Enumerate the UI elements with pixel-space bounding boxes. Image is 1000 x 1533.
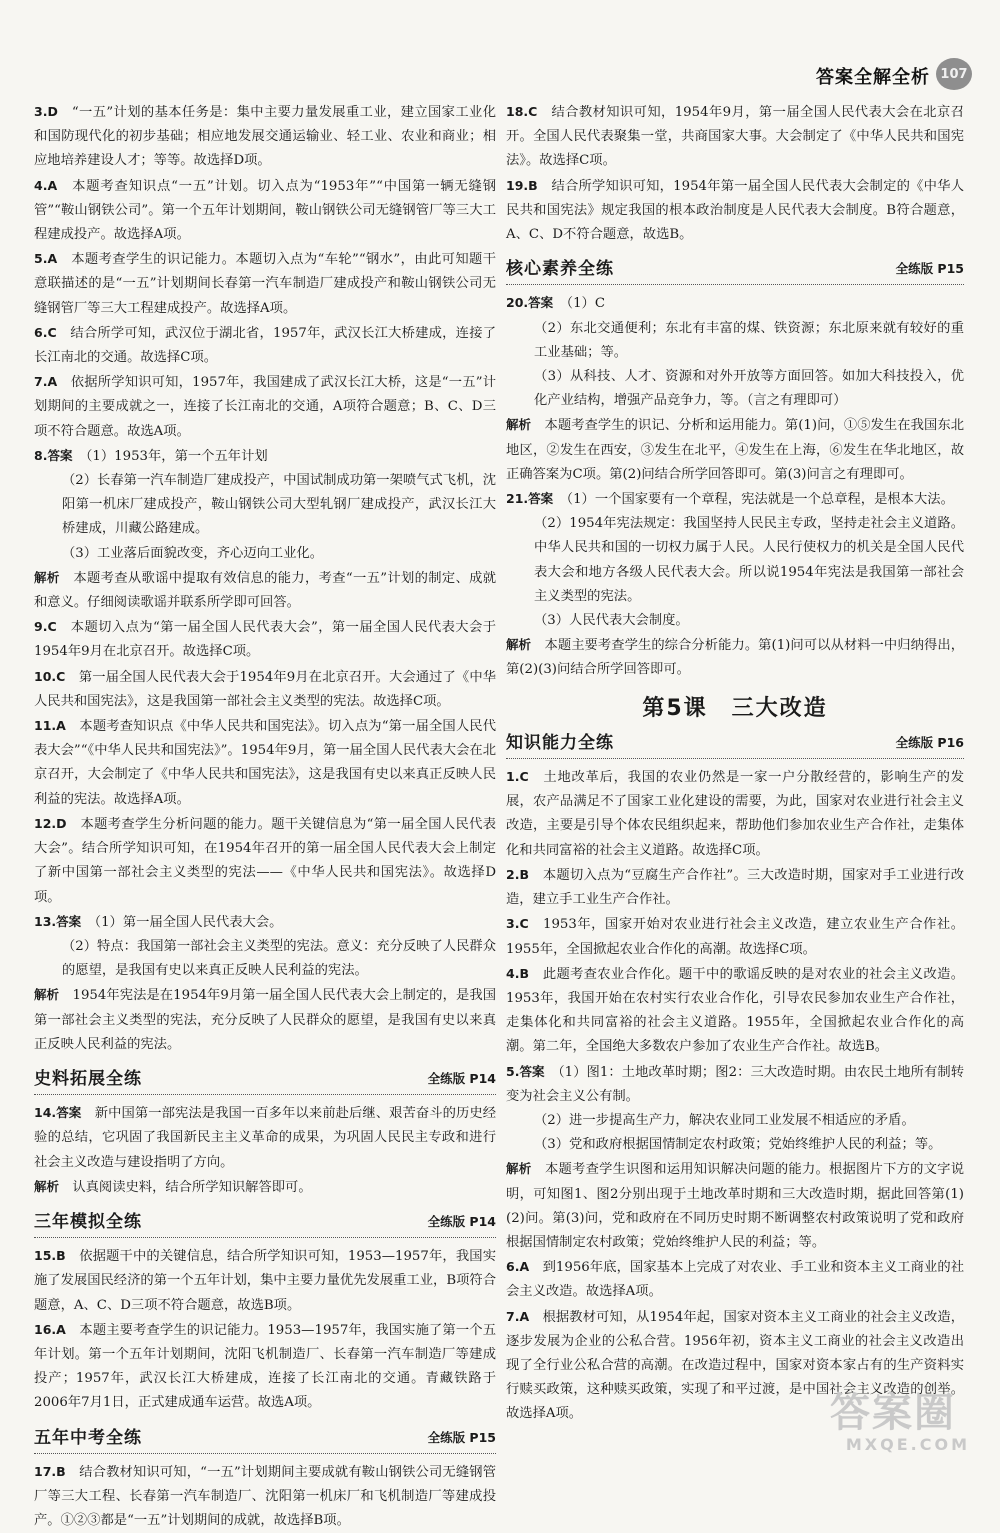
- answer-item: 10.C 第一届全国人民代表大会于1954年9月在北京召开。大会通过了《中华人民共和国宪法》，这是我国第一部社会主义类型的宪法。故选择C项。: [34, 668, 496, 709]
- answer-item: 1.C 土地改革后，我国的农业仍然是一家一户分散经营的，影响生产的发展，农产品满足不了国家工业化建设的需要，为此，国家对农业进行社会主义改造，主要是引导个体农民组织起来，帮助他们参加农业生产合作社，走集体化和共同富裕的社会主义道路。故选择C项。: [506, 769, 965, 858]
- answer-item: 14.答案 新中国第一部宪法是我国一百多年以来前赴后继、艰苦奋斗的历史经验的总结，它巩固了我国新民主主义革命的成果，为巩固人民民主专政和进行社会主义改造与建设指明了方向。: [34, 1105, 497, 1170]
- answer-item: 6.A 到1956年底，国家基本上完成了对农业、手工业和资本主义工商业的社会主义改造。故选择A项。: [506, 1259, 964, 1300]
- section-heading: 知识能力全练 全练版 P16: [506, 731, 964, 759]
- answer-sub: （2）东北交通便利；东北有丰富的煤、铁资源；东北原来就有较好的重工业基础；等。: [534, 320, 964, 360]
- answer-item: 3.C 1953年，国家开始对农业进行社会主义改造，建立农业生产合作社。1955年，全国掀起农业合作化的高潮。故选择C项。: [506, 916, 964, 957]
- answer-item: 8.答案 （1）1953年，第一个五年计划: [34, 447, 268, 464]
- lesson-title: 第5课 三大改造: [642, 695, 828, 721]
- page-number-badge: 107: [936, 58, 972, 90]
- analysis: 解析 本题主要考查学生的综合分析能力。第(1)问可以从材料一中归纳得出，第(2)(3)问结合所学回答即可。: [506, 637, 964, 678]
- header-title: 答案全解全析: [816, 67, 930, 88]
- answer-item: 5.答案 （1）图1：土地改革时期；图2：三大改造时期。由农民土地所有制转变为社会主义公有制。: [506, 1063, 965, 1104]
- answer-item: 5.A 本题考查学生的识记能力。本题切入点为“车轮”“钢水”，由此可知题干意联描述的是“一五”计划期间长春第一汽车制造厂建成投产和鞍山钢铁公司无缝钢管厂等三大工程建成投产。故选择A项。: [34, 251, 496, 316]
- answer-sub: （2）特点：我国第一部社会主义类型的宪法。意义：充分反映了人民群众的愿望，是我国有史以来真正反映人民利益的宪法。: [62, 938, 496, 979]
- analysis: 解析 本题考查从歌谣中提取有效信息的能力，考查“一五”计划的制定、成就和意义。仔细阅读歌谣并联系所学即可回答。: [34, 569, 496, 611]
- answer-sub: （3）人民代表大会制度。: [534, 613, 689, 629]
- answer-sub: （3）从科技、人才、资源和对外开放等方面回答。如加大科技投入，优化产业结构，增强产品竞争力，等。（言之有理即可）: [534, 369, 964, 409]
- answer-item: 15.B 依据题干中的关键信息，结合所学知识可知，1953—1957年，我国实施了发展国民经济的第一个五年计划，集中主要力量优先发展重工业，B项符合题意，A、C、D三项不符合题意，故选B项。: [34, 1248, 497, 1313]
- answer-item: 18.C 结合教材知识可知，1954年9月，第一届全国人民代表大会在北京召开。全国人民代表聚集一堂，共商国家大事。大会制定了《中华人民共和国宪法》。故选择C项。: [506, 104, 964, 169]
- answer-item: 7.A 依据所学知识可知，1957年，我国建成了武汉长江大桥，这是“一五”计划期间的主要成就之一，连接了长江南北的交通，A项符合题意；B、C、D三项不符合题意。故选A项。: [34, 374, 497, 439]
- answer-sub: （2）1954年宪法规定：我国坚持人民民主专政，坚持走社会主义道路。中华人民共和国的一切权力属于人民。人民行使权力的机关是全国人民代表大会和地方各级人民代表大会。所以说1954年宪法是我国第一部社会主义类型的宪法。: [534, 516, 964, 604]
- section-heading: 五年中考全练 全练版 P15: [34, 1426, 496, 1454]
- answer-item: 6.C 结合所学可知，武汉位于湖北省，1957年，武汉长江大桥建成，连接了长江南北的交通。故选择C项。: [34, 324, 497, 366]
- section-heading: 核心素养全练 全练版 P15: [506, 257, 964, 285]
- answer-item: 17.B 结合教材知识可知，“一五”计划期间主要成就有鞍山钢铁公司无缝钢管厂等三大工程、长春第一汽车制造厂、沈阳第一机床厂和飞机制造厂等建成投产。①②③都是“一五”计划期间的成就，故选择B项。: [34, 1463, 496, 1529]
- analysis: 解析 本题考查学生的识记、分析和运用能力。第(1)问，①⑤发生在我国东北地区，②发生在西安，③发生在北平，④发生在上海，⑥发生在华北地区，故正确答案为C项。第(2)问结合所学回答即可。第(3)问言之有理即可。: [506, 417, 964, 482]
- answer-sub: （2）长春第一汽车制造厂建成投产，中国试制成功第一架喷气式飞机，沈阳第一机床厂建成投产，鞍山钢铁公司大型轧钢厂建成投产，武汉长江大桥建成，川藏公路建成。: [62, 473, 496, 537]
- answer-item: 16.A 本题主要考查学生的识记能力。1953—1957年，我国实施了第一个五年计划。第一个五年计划期间，沈阳飞机制造厂、长春第一汽车制造厂等建成投产；1957年，武汉长江大桥建成，连接了长江南北的交通。青藏铁路于2006年7月1日，正式建成通车运营。故选A项。: [34, 1321, 496, 1411]
- watermark-logo: 答案圈 MXQE.COM: [830, 1390, 970, 1454]
- analysis: 解析 认真阅读史料，结合所学知识解答即可。: [34, 1178, 312, 1195]
- analysis: 解析 本题考查学生识图和运用知识解决问题的能力。根据图片下方的文字说明，可知图1、图2分别出现于土地改革时期和三大改造时期，据此回答第(1)(2)问。第(3)问，党和政府在不同历史时期不断调整农村政策说明了党和政府根据国情制定农村政策；党始终维护人民的利益；等。: [506, 1161, 965, 1250]
- answer-sub: （3）党和政府根据国情制定农村政策；党始终维护人民的利益；等。: [534, 1137, 942, 1153]
- section-heading: 三年模拟全练 全练版 P14: [34, 1210, 496, 1238]
- answer-item: 21.答案 （1）一个国家要有一个章程，宪法就是一个总章程，是根本大法。: [506, 491, 954, 508]
- answer-item: 4.B 此题考查农业合作化。题干中的歌谣反映的是对农业的社会主义改造。1953年，我国开始在农村实行农业合作化，引导农民参加农业生产合作社，走集体化和共同富裕的社会主义道路。1955年，全国掀起农业合作化的高潮。第二年，全国绝大多数农户参加了农业生产合作社。故选B。: [506, 965, 965, 1055]
- analysis: 解析 1954年宪法是在1954年9月第一届全国人民代表大会上制定的，是我国第一部社会主义类型的宪法，充分反映了人民群众的愿望，是我国有史以来真正反映人民利益的宪法。: [34, 987, 496, 1052]
- right-column: [506, 100, 964, 1427]
- answer-sub: （2）进一步提高生产力，解决农业同工业发展不相适应的矛盾。: [534, 1112, 915, 1128]
- answer-sub: （3）工业落后面貌改变，齐心迈向工业化。: [62, 545, 324, 561]
- answer-item: 12.D 本题考查学生分析问题的能力。题干关键信息为“第一届全国人民代表大会”。结合所学知识可知，在1954年召开的第一届全国人民代表大会上制定了新中国第一部社会主义类型的宪法——《中华人民共和国宪法》。故选择D项。: [34, 815, 497, 905]
- answer-item: 4.A 本题考查知识点“一五”计划。切入点为“1953年”“中国第一辆无缝钢管”“鞍山钢铁公司”。第一个五年计划期间，鞍山钢铁公司无缝钢管厂等三大工程建成投产。故选择A项。: [34, 177, 497, 243]
- answer-item: 2.B 本题切入点为“豆腐生产合作社”。三大改造时期，国家对手工业进行改造，建立手工业生产合作社。: [506, 866, 964, 908]
- answer-item: 3.D “一五”计划的基本任务是：集中主要力量发展重工业，建立国家工业化和国防现代化的初步基础；相应地发展交通运输业、轻工业、农业和商业；相应地培养建设人才；等等。故选择D项。: [34, 104, 496, 169]
- section-heading: 史料拓展全练 全练版 P14: [34, 1067, 496, 1095]
- answer-item: 20.答案 （1）C: [506, 295, 606, 312]
- answer-item: 7.A 根据教材可知，从1954年起，国家对资本主义工商业的社会主义改造，逐步发展为企业的公私合营。1956年初，资本主义工商业的社会主义改造出现了全行业公私合营的高潮。在改造过程中，国家对资本家占有的生产资料实行赎买政策，这种赎买政策，实现了和平过渡，是中国社会主义改造的创举。故选择A项。: [506, 1308, 964, 1422]
- answer-item: 13.答案 （1）第一届全国人民代表大会。: [34, 913, 283, 930]
- page-header: [0, 0, 1000, 98]
- left-column: [34, 100, 496, 1533]
- answer-item: 19.B 结合所学知识可知，1954年第一届全国人民代表大会制定的《中华人民共和国宪法》规定我国的根本政治制度是人民代表大会制度。B符合题意，A、C、D不符合题意，故选B。: [506, 177, 965, 243]
- answer-item: 9.C 本题切入点为“第一届全国人民代表大会”，第一届全国人民代表大会于1954年9月在北京召开。故选择C项。: [34, 619, 496, 660]
- answer-item: 11.A 本题考查知识点《中华人民共和国宪法》。切入点为“第一届全国人民代表大会”“《中华人民共和国宪法》”。1954年9月，第一届全国人民代表大会在北京召开，大会制定了《中华人民共和国宪法》，这是我国有史以来真正反映人民利益的宪法。故选择A项。: [34, 718, 496, 807]
